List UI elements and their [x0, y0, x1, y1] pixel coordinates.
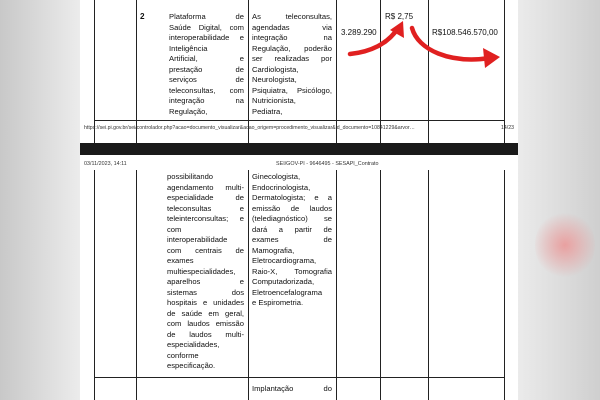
- background-blur-right: [515, 0, 600, 400]
- background-blur-left: [0, 0, 80, 400]
- specification-bottom: Ginecologista, Endocrinologista, Dermatologista; e a emissão de laudos (telediagnóstico) se dará a partir de exames de Mamografia, Eletrocardiograma, Raio-X, Tomografia Computadorizada, Eletroencefalograma e Espirometria.: [252, 172, 332, 307]
- product-description-top: Plataforma de Saúde Digital, com interoperabilidade e Inteligência Artificial, e prestação de serviços de teleconsultas, com integração na Regulação,: [169, 12, 244, 116]
- product-description-bottom: possibilitando agendamento multi- especialidade de teleconsultas e teleinterconsultas; e com interoperabilidade com centrais de exames multiespecialidades, aparelhos e sistemas dos hospitais e unidades de saúde em geral, com laudos emissão de laudos multi- especialidades, conforme especificação.: [167, 172, 244, 370]
- quantity-value: 3.289.290: [341, 28, 377, 37]
- next-row-specification: Implantação do: [252, 384, 332, 393]
- unit-price-value: R$ 2,75: [385, 12, 414, 21]
- arrow-to-total: [412, 28, 490, 59]
- arrow-to-total-head: [483, 48, 500, 68]
- footer-url: https://sei.pi.gov.br/sei/controlador.php?acao=documento_visualizar&acao_origem=procedimento_visualizar&id_documento=10841229&arvor…: [84, 125, 415, 131]
- arrow-to-unit-price: [350, 28, 398, 54]
- document-page-bottom: [80, 155, 518, 400]
- document-title: SEI/GOV-PI - 9646495 - SESAPI_Contrato: [276, 161, 379, 167]
- specification-top: As teleconsultas, agendadas via integração na Regulação, poderão ser realizadas por Cardiologista, Neurologista, Psiquiatra, Psicólogo, Nutricionista, Pediatra,: [252, 12, 332, 116]
- item-number: 2: [140, 12, 145, 21]
- total-value: R$108.546.570,00: [432, 28, 498, 37]
- page-separator: [80, 143, 518, 155]
- red-arrow-annotations: [340, 8, 520, 78]
- page-number: 14/23: [501, 125, 514, 131]
- print-datetime: 03/11/2023, 14:11: [84, 161, 127, 167]
